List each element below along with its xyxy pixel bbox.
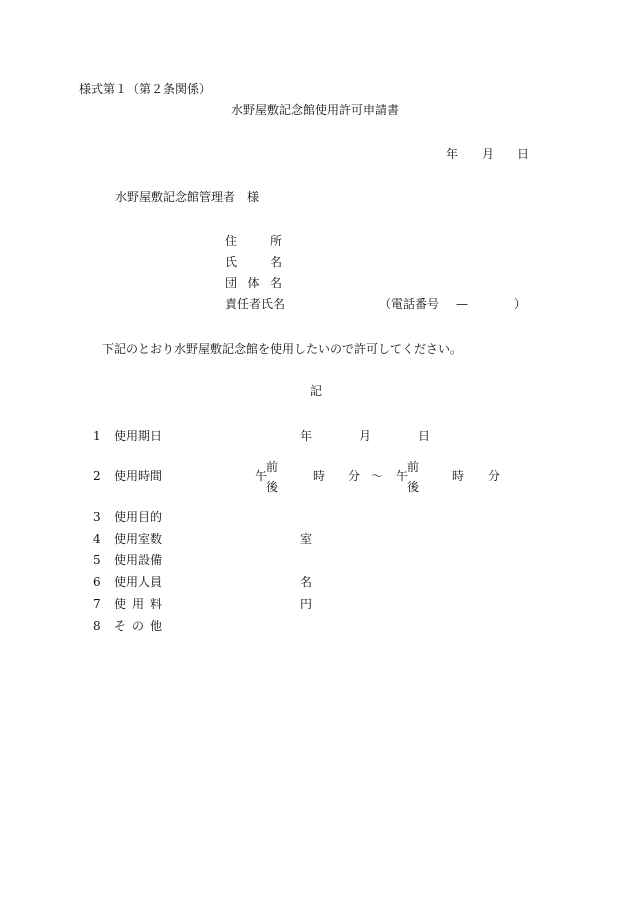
phone-dash: — xyxy=(456,297,468,311)
end-am-label: 前 xyxy=(407,460,420,474)
item-4-number: 4 xyxy=(93,532,101,546)
item-7-unit: 円 xyxy=(300,597,313,611)
item-3-number: 3 xyxy=(93,510,101,524)
item-6-label: 使用人員 xyxy=(114,575,163,589)
item-2-label: 使用時間 xyxy=(114,469,163,483)
item-5-number: 5 xyxy=(93,553,101,567)
applicant-name-label: 氏 名 xyxy=(225,255,282,269)
item-7-label: 使 用 料 xyxy=(114,597,162,611)
form-number-label: 様式第１（第２条関係） xyxy=(79,82,212,96)
end-noon-label: 午 xyxy=(396,469,409,483)
item-4-label: 使用室数 xyxy=(114,532,163,546)
start-pm-label: 後 xyxy=(266,480,279,494)
item-8-label: そ の 他 xyxy=(114,619,162,633)
end-pm-label: 後 xyxy=(407,480,420,494)
item-1-month: 月 xyxy=(359,429,372,443)
item-4-unit: 室 xyxy=(300,532,313,546)
item-6-number: 6 xyxy=(93,575,101,589)
end-minute-label: 分 xyxy=(488,469,501,483)
ki-heading: 記 xyxy=(310,384,323,398)
responsible-person-label: 責任者氏名 xyxy=(225,297,286,311)
item-1-number: 1 xyxy=(93,429,101,443)
phone-close: ） xyxy=(514,297,527,311)
start-minute-label: 分 xyxy=(348,469,361,483)
document-title: 水野屋敷記念館使用許可申請書 xyxy=(231,103,400,117)
start-am-label: 前 xyxy=(266,460,279,474)
request-text: 下記のとおり水野屋敷記念館を使用したいので許可してください。 xyxy=(102,342,463,356)
applicant-group-label: 団 体 名 xyxy=(225,276,282,290)
item-5-label: 使用設備 xyxy=(114,553,163,567)
addressee: 水野屋敷記念館管理者 様 xyxy=(115,190,260,204)
item-1-year: 年 xyxy=(300,429,313,443)
item-1-day: 日 xyxy=(418,429,431,443)
item-8-number: 8 xyxy=(93,619,101,633)
applicant-address-label: 住 所 xyxy=(225,234,282,248)
phone-label: （電話番号 xyxy=(379,297,440,311)
item-6-unit: 名 xyxy=(300,575,313,589)
date-day-label: 日 xyxy=(517,147,530,161)
date-year-label: 年 xyxy=(446,147,459,161)
start-hour-label: 時 xyxy=(313,469,326,483)
start-noon-label: 午 xyxy=(255,469,268,483)
end-hour-label: 時 xyxy=(452,469,465,483)
item-7-number: 7 xyxy=(93,597,101,611)
date-month-label: 月 xyxy=(482,147,495,161)
time-range-tilde: ～ xyxy=(371,469,384,483)
item-3-label: 使用目的 xyxy=(114,510,163,524)
item-2-number: 2 xyxy=(93,469,101,483)
item-1-label: 使用期日 xyxy=(114,429,163,443)
